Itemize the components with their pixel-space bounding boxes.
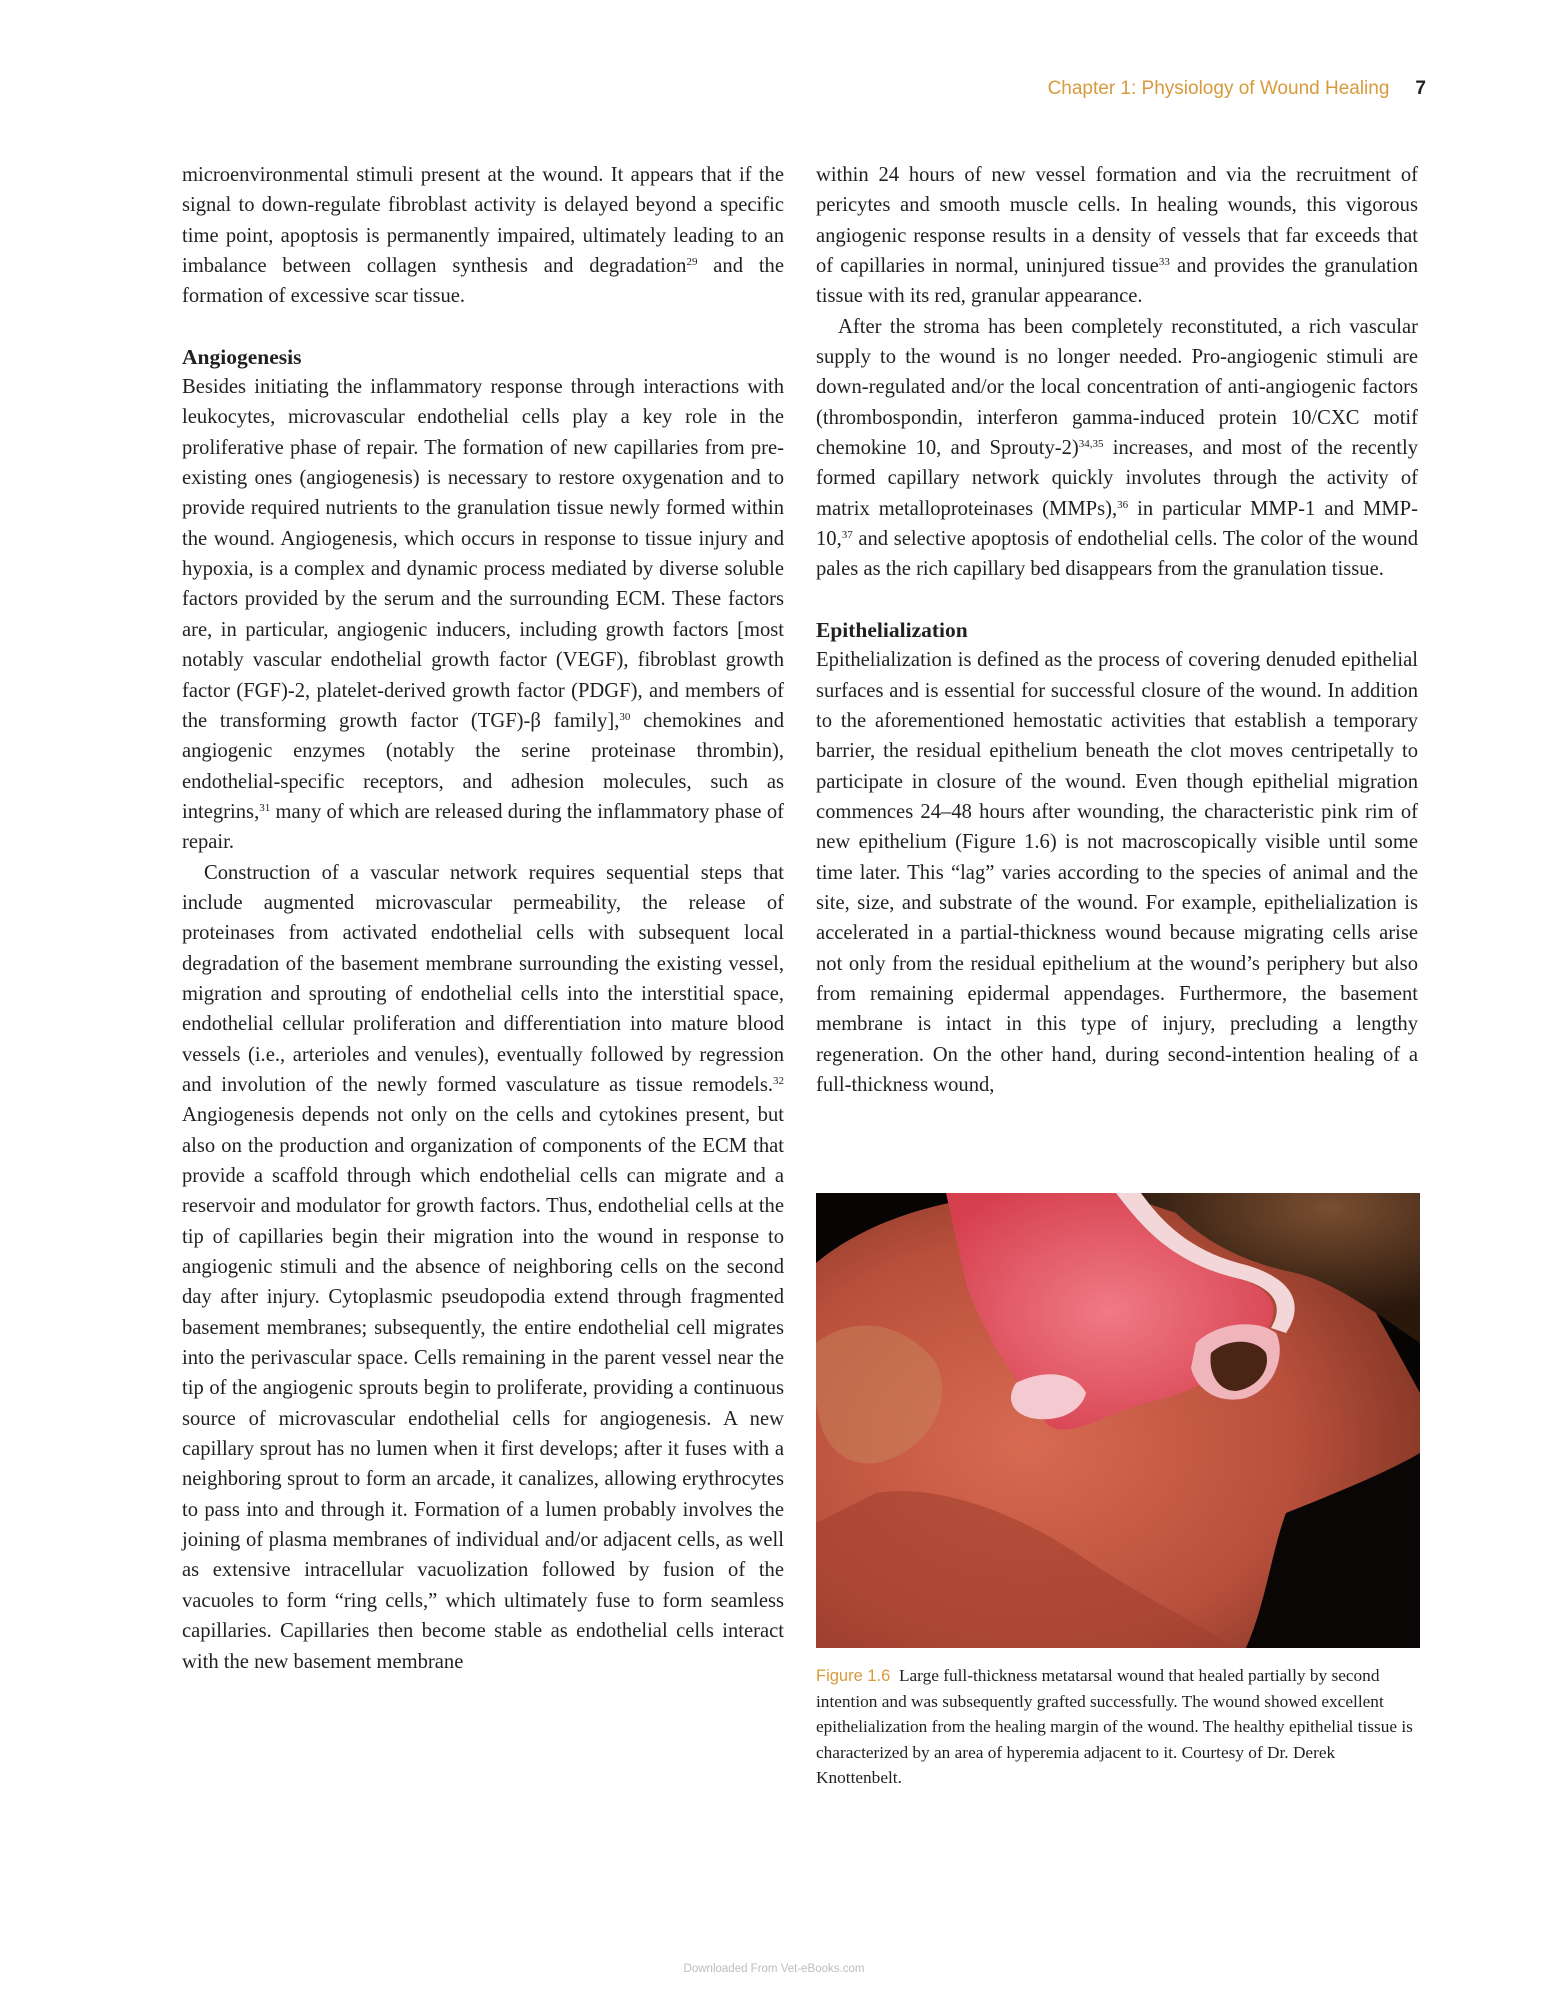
- right-column: [816, 160, 1418, 1100]
- left-column: [182, 160, 784, 1677]
- paragraph: Construction of a vascular network requires sequential steps that include augmented microvascular permeability, the release of proteinases from activated endothelial cells with subsequent local degradation of the basement membrane surrounding the existing vessel, migration and sprouting of endothelial cells into the interstitial space, endothelial cellular proliferation and differentiation into mature blood vessels (i.e., arterioles and venules), eventually followed by regression and involution of the newly formed vasculature as tissue remodels.$^{32}$ Angiogenesis depends not only on the cells and cytokines present, but also on the production and organization of components of the ECM that provide a scaffold through which endothelial cells can migrate and a reservoir and modulator for growth factors. Thus, endothelial cells at the tip of capillaries begin their migration into the wound in response to angiogenic stimuli and the absence of neighboring cells on the second day after injury. Cytoplasmic pseudopodia extend through fragmented basement membranes; subsequently, the entire endothelial cell migrates into the perivascular space. Cells remaining in the parent vessel near the tip of the angiogenic sprouts begin to proliferate, providing a continuous source of microvascular endothelial cells for angiogenesis. A new capillary sprout has no lumen when it first develops; after it fuses with a neighboring sprout to form an arcade, it canalizes, allowing erythrocytes to pass into and through it. Formation of a lumen probably involves the joining of plasma membranes of individual and/or adjacent cells, as well as extensive intracellular vacuolization followed by fusion of the vacuoles to form “ring cells,” which ultimately fuse to form seamless capillaries. Capillaries then become stable as endothelial cells interact with the new basement membrane: [182, 861, 784, 1673]
- chapter-title: Chapter 1: Physiology of Wound Healing: [1047, 78, 1390, 99]
- reference-superscript: 32: [773, 1074, 784, 1087]
- download-footer: Downloaded From Vet-eBooks.com: [683, 1963, 865, 1975]
- paragraph: within 24 hours of new vessel formation and via the recruitment of pericytes and smooth muscle cells. In healing wounds, this vigorous angiogenic response results in a density of vessels that far exceeds that of capillaries in normal, uninjured tissue$^{33}$ and provides the granulation tissue with its red, granular appearance.: [816, 164, 1418, 308]
- running-head: [1048, 78, 1426, 100]
- reference-superscript: 34,35: [1078, 438, 1104, 451]
- reference-superscript: 36: [1117, 498, 1129, 511]
- page-number: 7: [1415, 78, 1426, 99]
- reference-superscript: 30: [619, 710, 631, 723]
- reference-superscript: 29: [686, 256, 698, 269]
- wound-photograph: [816, 1193, 1420, 1648]
- paragraph: After the stroma has been completely reconstituted, a rich vascular supply to the wound is no longer needed. Pro-angiogenic stimuli are down-regulated and/or the local concentration of anti-angiogenic factors (thrombospondin, interferon gamma-induced protein 10/CXC motif chemokine 10, and Sprouty-2)$^{34,35}$ increases, and most of the recently formed capillary network quickly involutes through the activity of matrix metalloproteinases (MMPs),$^{36}$ in particular MMP-1 and MMP-10,37 and selective apoptosis of endothelial cells. The color of the wound pales as the rich capillary bed disappears from the granulation tissue.: [816, 315, 1418, 581]
- figure-caption-text: Large full-thickness metatarsal wound that healed partially by second intention and was subsequently grafted successfully. The wound showed excellent epithelialization from the healing margin of the wound. The healthy epithelial tissue is characterized by an area of hyperemia adjacent to it. Courtesy of Dr. Derek Knottenbelt.: [816, 1666, 1413, 1787]
- section-heading-angiogenesis: Angiogenesis: [182, 344, 302, 369]
- section-heading-epithelialization: Epithelialization: [816, 617, 968, 642]
- figure-label: Figure 1.6: [816, 1667, 891, 1685]
- reference-superscript: 33: [1158, 256, 1170, 269]
- reference-superscript: 37: [841, 529, 853, 542]
- paragraph: Besides initiating the inflammatory response through interactions with leukocytes, microvascular endothelial cells play a key role in the proliferative phase of repair. The formation of new capillaries from pre-existing ones (angiogenesis) is necessary to restore oxygenation and to provide required nutrients to the granulation tissue newly formed within the wound. Angiogenesis, which occurs in response to tissue injury and hypoxia, is a complex and dynamic process mediated by diverse soluble factors provided by the serum and the surrounding ECM. These factors are, in particular, angiogenic inducers, including growth factors [most notably vascular endothelial growth factor (VEGF), fibroblast growth factor (FGF)-2, platelet-derived growth factor (PDGF), and members of the transforming growth factor (TGF)-β family],$^{30}$ chemokines and angiogenic enzymes (notably the serine proteinase thrombin), endothelial-specific receptors, and adhesion molecules, such as integrins,$^{31}$ many of which are released during the inflammatory phase of repair.: [182, 376, 784, 854]
- figure-1-6: [816, 1193, 1420, 1790]
- paragraph: Epithelialization is defined as the process of covering denuded epithelial surfaces and is essential for successful closure of the wound. In addition to the aforementioned hemostatic activities that establish a temporary barrier, the residual epithelium beneath the clot moves centripetally to participate in closure of the wound. Even though epithelial migration commences 24–48 hours after wounding, the characteristic pink rim of new epithelium (Figure 1.6) is not macroscopically visible until some time later. This “lag” varies according to the species of animal and the site, size, and substrate of the wound. For example, epithelialization is accelerated in a partial-thickness wound because migrating cells arise not only from the residual epithelium at the wound’s periphery but also from remaining epidermal appendages. Furthermore, the basement membrane is intact in this type of injury, precluding a lengthy regeneration. On the other hand, during second-intention healing of a full-thickness wound,: [816, 649, 1418, 1096]
- paragraph: microenvironmental stimuli present at the wound. It appears that if the signal to down-regulate fibroblast activity is delayed beyond a specific time point, apoptosis is permanently impaired, ultimately leading to an imbalance between collagen synthesis and degradation$^{29}$ and the formation of excessive scar tissue.: [182, 164, 784, 308]
- reference-superscript: 31: [259, 801, 271, 814]
- figure-caption: [816, 1663, 1420, 1790]
